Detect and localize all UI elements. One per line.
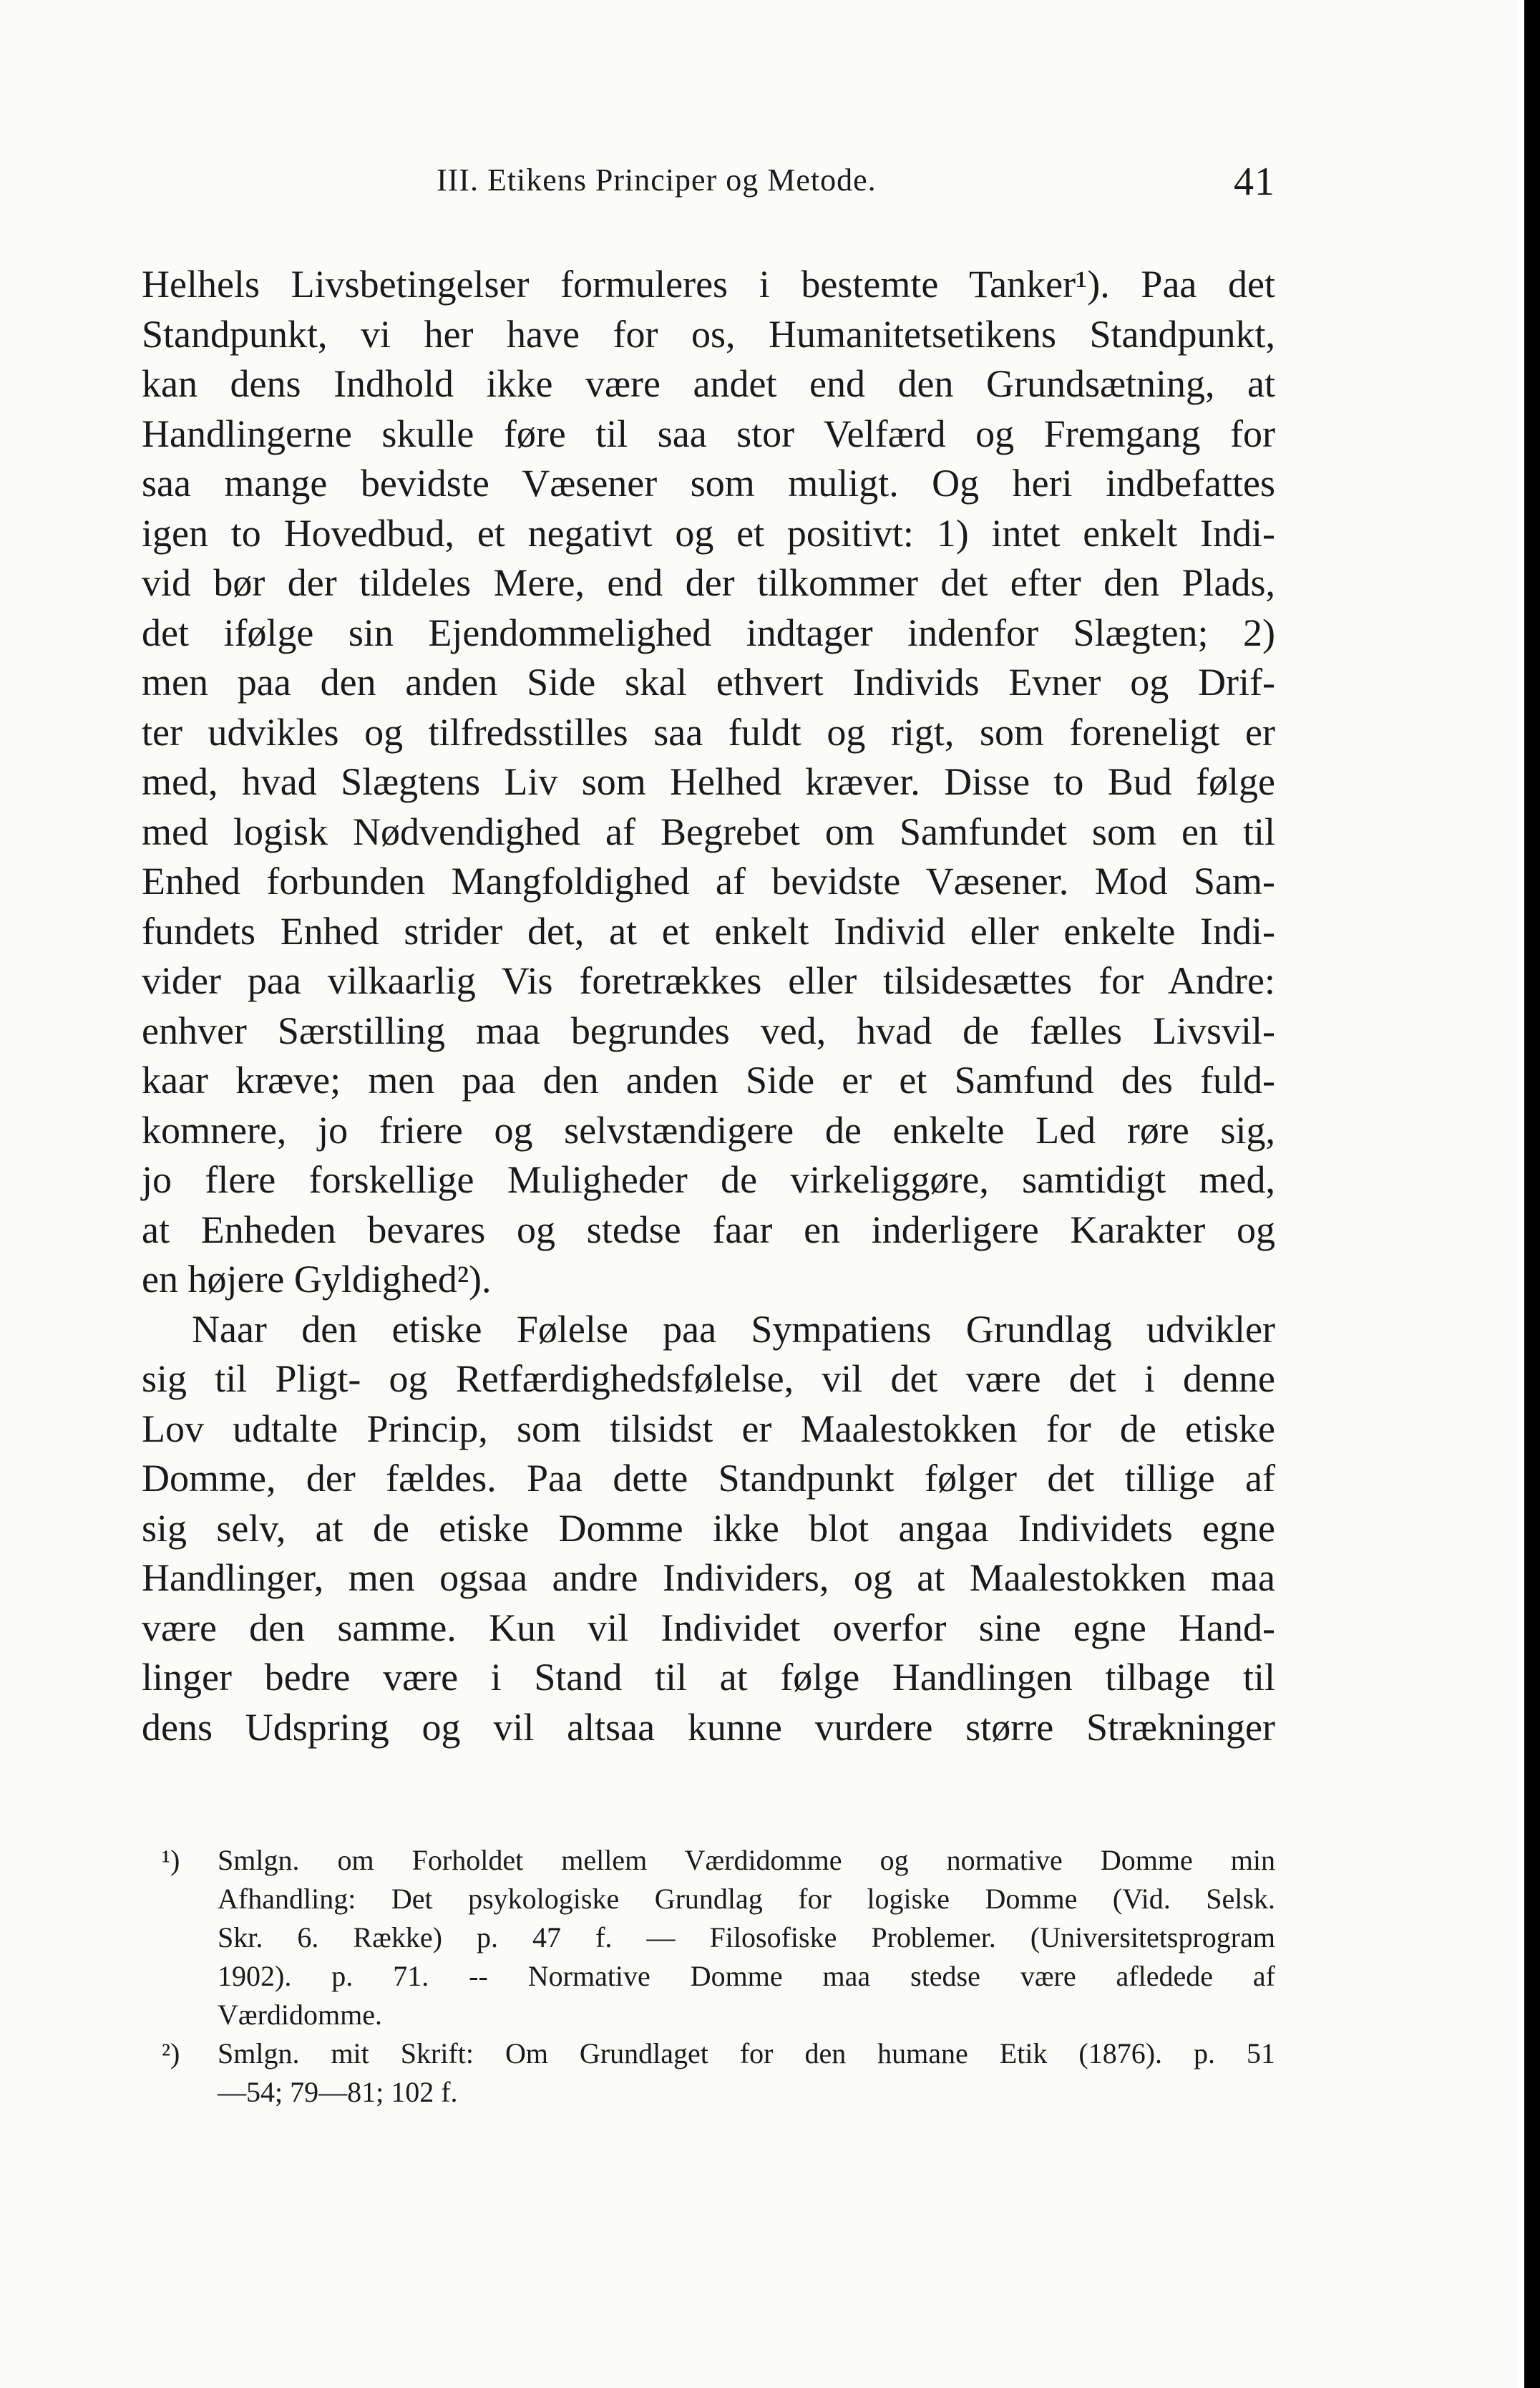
body-line: vider paa vilkaarlig Vis foretrækkes eller tilsidesættes for Andre: — [142, 959, 1275, 1002]
footnote-marker: ²) — [162, 2037, 180, 2069]
body-line: Handlinger, men ogsaa andre Individers, og at Maalestokken maa — [142, 1556, 1275, 1599]
footnote-text: Smlgn. mit Skrift: Om Grundlaget for den humane Etik (1876). p. 51 — [218, 2037, 1275, 2069]
body-line: fundets Enhed strider det, at et enkelt Individ eller enkelte Indi- — [142, 909, 1275, 953]
body-line: Domme, der fældes. Paa dette Standpunkt følger det tillige af — [142, 1457, 1275, 1500]
footnote-line: Afhandling: Det psykologiske Grundlag for logiske Domme (Vid. Selsk. — [218, 1883, 1275, 1915]
footnote-text: Smlgn. om Forholdet mellem Værdidomme og normative Domme min — [218, 1844, 1275, 1876]
body-line: saa mange bevidste Væsener som muligt. Og heri indbefattes — [142, 462, 1275, 505]
body-line: Standpunkt, vi her have for os, Humanitetsetikens Standpunkt, — [142, 312, 1275, 356]
footnote-2 — [142, 2034, 1275, 2112]
body-line: sig til Pligt- og Retfærdighedsfølelse, vil det være det i denne — [142, 1357, 1275, 1400]
scan-edge — [1524, 0, 1540, 2388]
body-line: enhver Særstilling maa begrundes ved, hvad de fælles Livsvil- — [142, 1009, 1275, 1052]
body-line: kaar kræve; men paa den anden Side er et Samfund des fuld- — [142, 1059, 1275, 1102]
body-line: linger bedre være i Stand til at følge Handlingen tilbage til — [142, 1656, 1275, 1699]
body-line: men paa den anden Side skal ethvert Individs Evner og Drif- — [142, 661, 1275, 704]
body-line: med logisk Nødvendighed af Begrebet om Samfundet som en til — [142, 810, 1275, 853]
body-line: kan dens Indhold ikke være andet end den Grundsætning, at — [142, 362, 1275, 405]
page-number: 41 — [1234, 160, 1275, 204]
body-line: en højere Gyldighed²). — [142, 1258, 492, 1301]
body-text — [142, 260, 1275, 1752]
body-line: Helhels Livsbetingelser formuleres i bestemte Tanker¹). Paa det — [142, 263, 1275, 306]
footnote-marker: ¹) — [162, 1844, 180, 1876]
body-line: det ifølge sin Ejendommelighed indtager indenfor Slægten; 2) — [142, 611, 1275, 654]
running-head — [143, 162, 1275, 212]
footnote-line — [142, 1841, 1275, 1880]
body-line: ter udvikles og tilfredsstilles saa fuldt og rigt, som foreneligt er — [142, 710, 1275, 754]
body-line: Enhed forbunden Mangfoldighed af bevidste Væsener. Mod Sam- — [142, 860, 1275, 903]
body-line: Naar den etiske Følelse paa Sympatiens Grundlag udvikler — [192, 1307, 1275, 1351]
footnote-1 — [142, 1841, 1275, 2034]
body-line: vid bør der tildeles Mere, end der tilkommer det efter den Plads, — [142, 561, 1275, 604]
body-line: sig selv, at de etiske Domme ikke blot angaa Individets egne — [142, 1506, 1275, 1550]
footnote-line: —54; 79—81; 102 f. — [218, 2076, 458, 2108]
body-line: at Enheden bevares og stedse faar en inderligere Karakter og — [142, 1208, 1275, 1251]
body-line: være den samme. Kun vil Individet overfor sine egne Hand- — [142, 1606, 1275, 1649]
body-line: Lov udtalte Princip, som tilsidst er Maalestokken for de etiske — [142, 1407, 1275, 1450]
body-line: Handlingerne skulle føre til saa stor Velfærd og Fremgang for — [142, 412, 1275, 455]
footnote-line: 1902). p. 71. -- Normative Domme maa stedse være afledede af — [218, 1960, 1275, 1992]
body-line: igen to Hovedbud, et negativt og et positivt: 1) intet enkelt Indi- — [142, 511, 1275, 555]
footnote-line — [142, 2034, 1275, 2073]
chapter-title: III. Etikens Principer og Metode. — [437, 162, 877, 198]
body-line: jo flere forskellige Muligheder de virkeliggøre, samtidigt med, — [142, 1158, 1275, 1201]
body-line: komnere, jo friere og selvstændigere de enkelte Led røre sig, — [142, 1108, 1275, 1152]
body-line: med, hvad Slægtens Liv som Helhed kræver. Disse to Bud følge — [142, 760, 1275, 803]
footnote-line: Skr. 6. Række) p. 47 f. — Filosofiske Problemer. (Universitetsprogram — [218, 1921, 1275, 1953]
body-line: dens Udspring og vil altsaa kunne vurdere større Strækninger — [142, 1705, 1275, 1749]
footnotes — [142, 1841, 1275, 2112]
footnote-line: Værdidomme. — [218, 1999, 382, 2031]
